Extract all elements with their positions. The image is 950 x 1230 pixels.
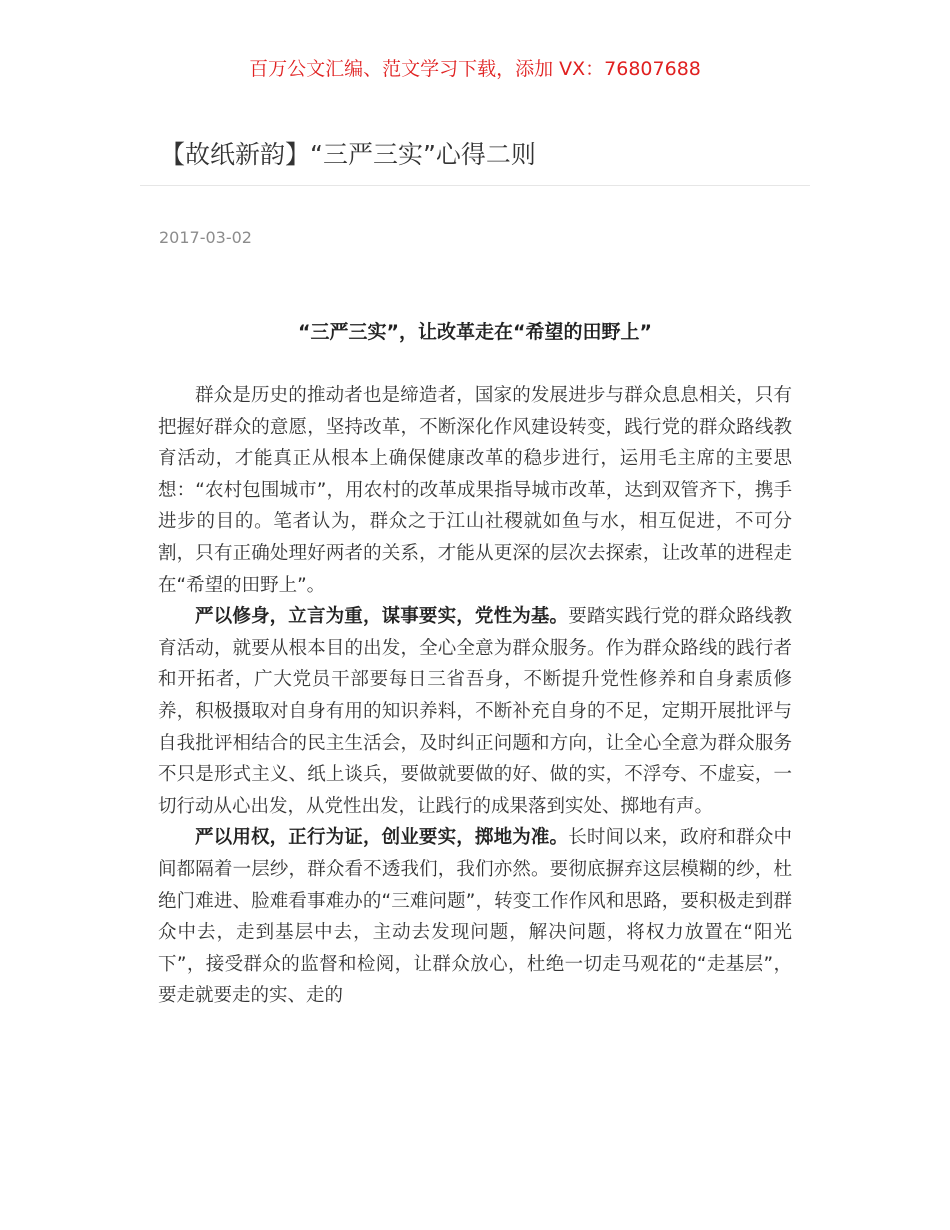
paragraph: [158, 822, 792, 1012]
article-body: [158, 380, 792, 1012]
paragraph-text: 要踏实践行党的群众路线教育活动，就要从根本目的出发，全心全意为群众服务。作为群众路线的践行者和开拓者，广大党员干部要每日三省吾身，不断提升党性修养和自身素质修养，积极摄取对自身有用的知识养料，不断补充自身的不足，定期开展批评与自我批评相结合的民主生活会，及时纠正问题和方向，让全心全意为群众服务不只是形式主义、纸上谈兵，要做就要做的好、做的实，不浮夸、不虚妄，一切行动从心出发，从党性出发，让践行的成果落到实处、掷地有声。: [158, 606, 792, 817]
paragraph-text: 群众是历史的推动者也是缔造者，国家的发展进步与群众息息相关，只有把握好群众的意愿，坚持改革，不断深化作风建设转变，践行党的群众路线教育活动，才能真正从根本上确保健康改革的稳步进行，运用毛主席的主要思想：“农村包围城市”，用农村的改革成果指导城市改革，达到双管齐下，携手进步的目的。笔者认为，群众之于江山社稷就如鱼与水，相互促进，不可分割，只有正确处理好两者的关系，才能从更深的层次去探索，让改革的进程走在“希望的田野上”。: [158, 385, 792, 596]
publish-date: 2017-03-02: [159, 228, 252, 247]
title-divider: [140, 185, 810, 186]
article-title: 【故纸新韵】“三严三实”心得二则: [160, 140, 536, 169]
paragraph-lead: 严以用权，正行为证，创业要实，掷地为准。: [195, 827, 569, 849]
promo-banner: 百万公文汇编、范文学习下载，添加 VX：76807688: [249, 58, 701, 80]
paragraph-lead: 严以修身，立言为重，谋事要实，党性为基。: [195, 606, 569, 628]
paragraph: [158, 380, 792, 601]
paragraph-text: 长时间以来，政府和群众中间都隔着一层纱，群众看不透我们，我们亦然。要彻底摒弃这层模糊的纱，杜绝门难进、脸难看事难办的“三难问题”，转变工作作风和思路，要积极走到群众中去，走到基层中去，主动去发现问题，解决问题，将权力放置在“阳光下”，接受群众的监督和检阅，让群众放心，杜绝一切走马观花的“走基层”，要走就要走的实、走的: [158, 827, 792, 1007]
article-subtitle: “三严三实”，让改革走在“希望的田野上”: [298, 321, 652, 343]
paragraph: [158, 601, 792, 822]
